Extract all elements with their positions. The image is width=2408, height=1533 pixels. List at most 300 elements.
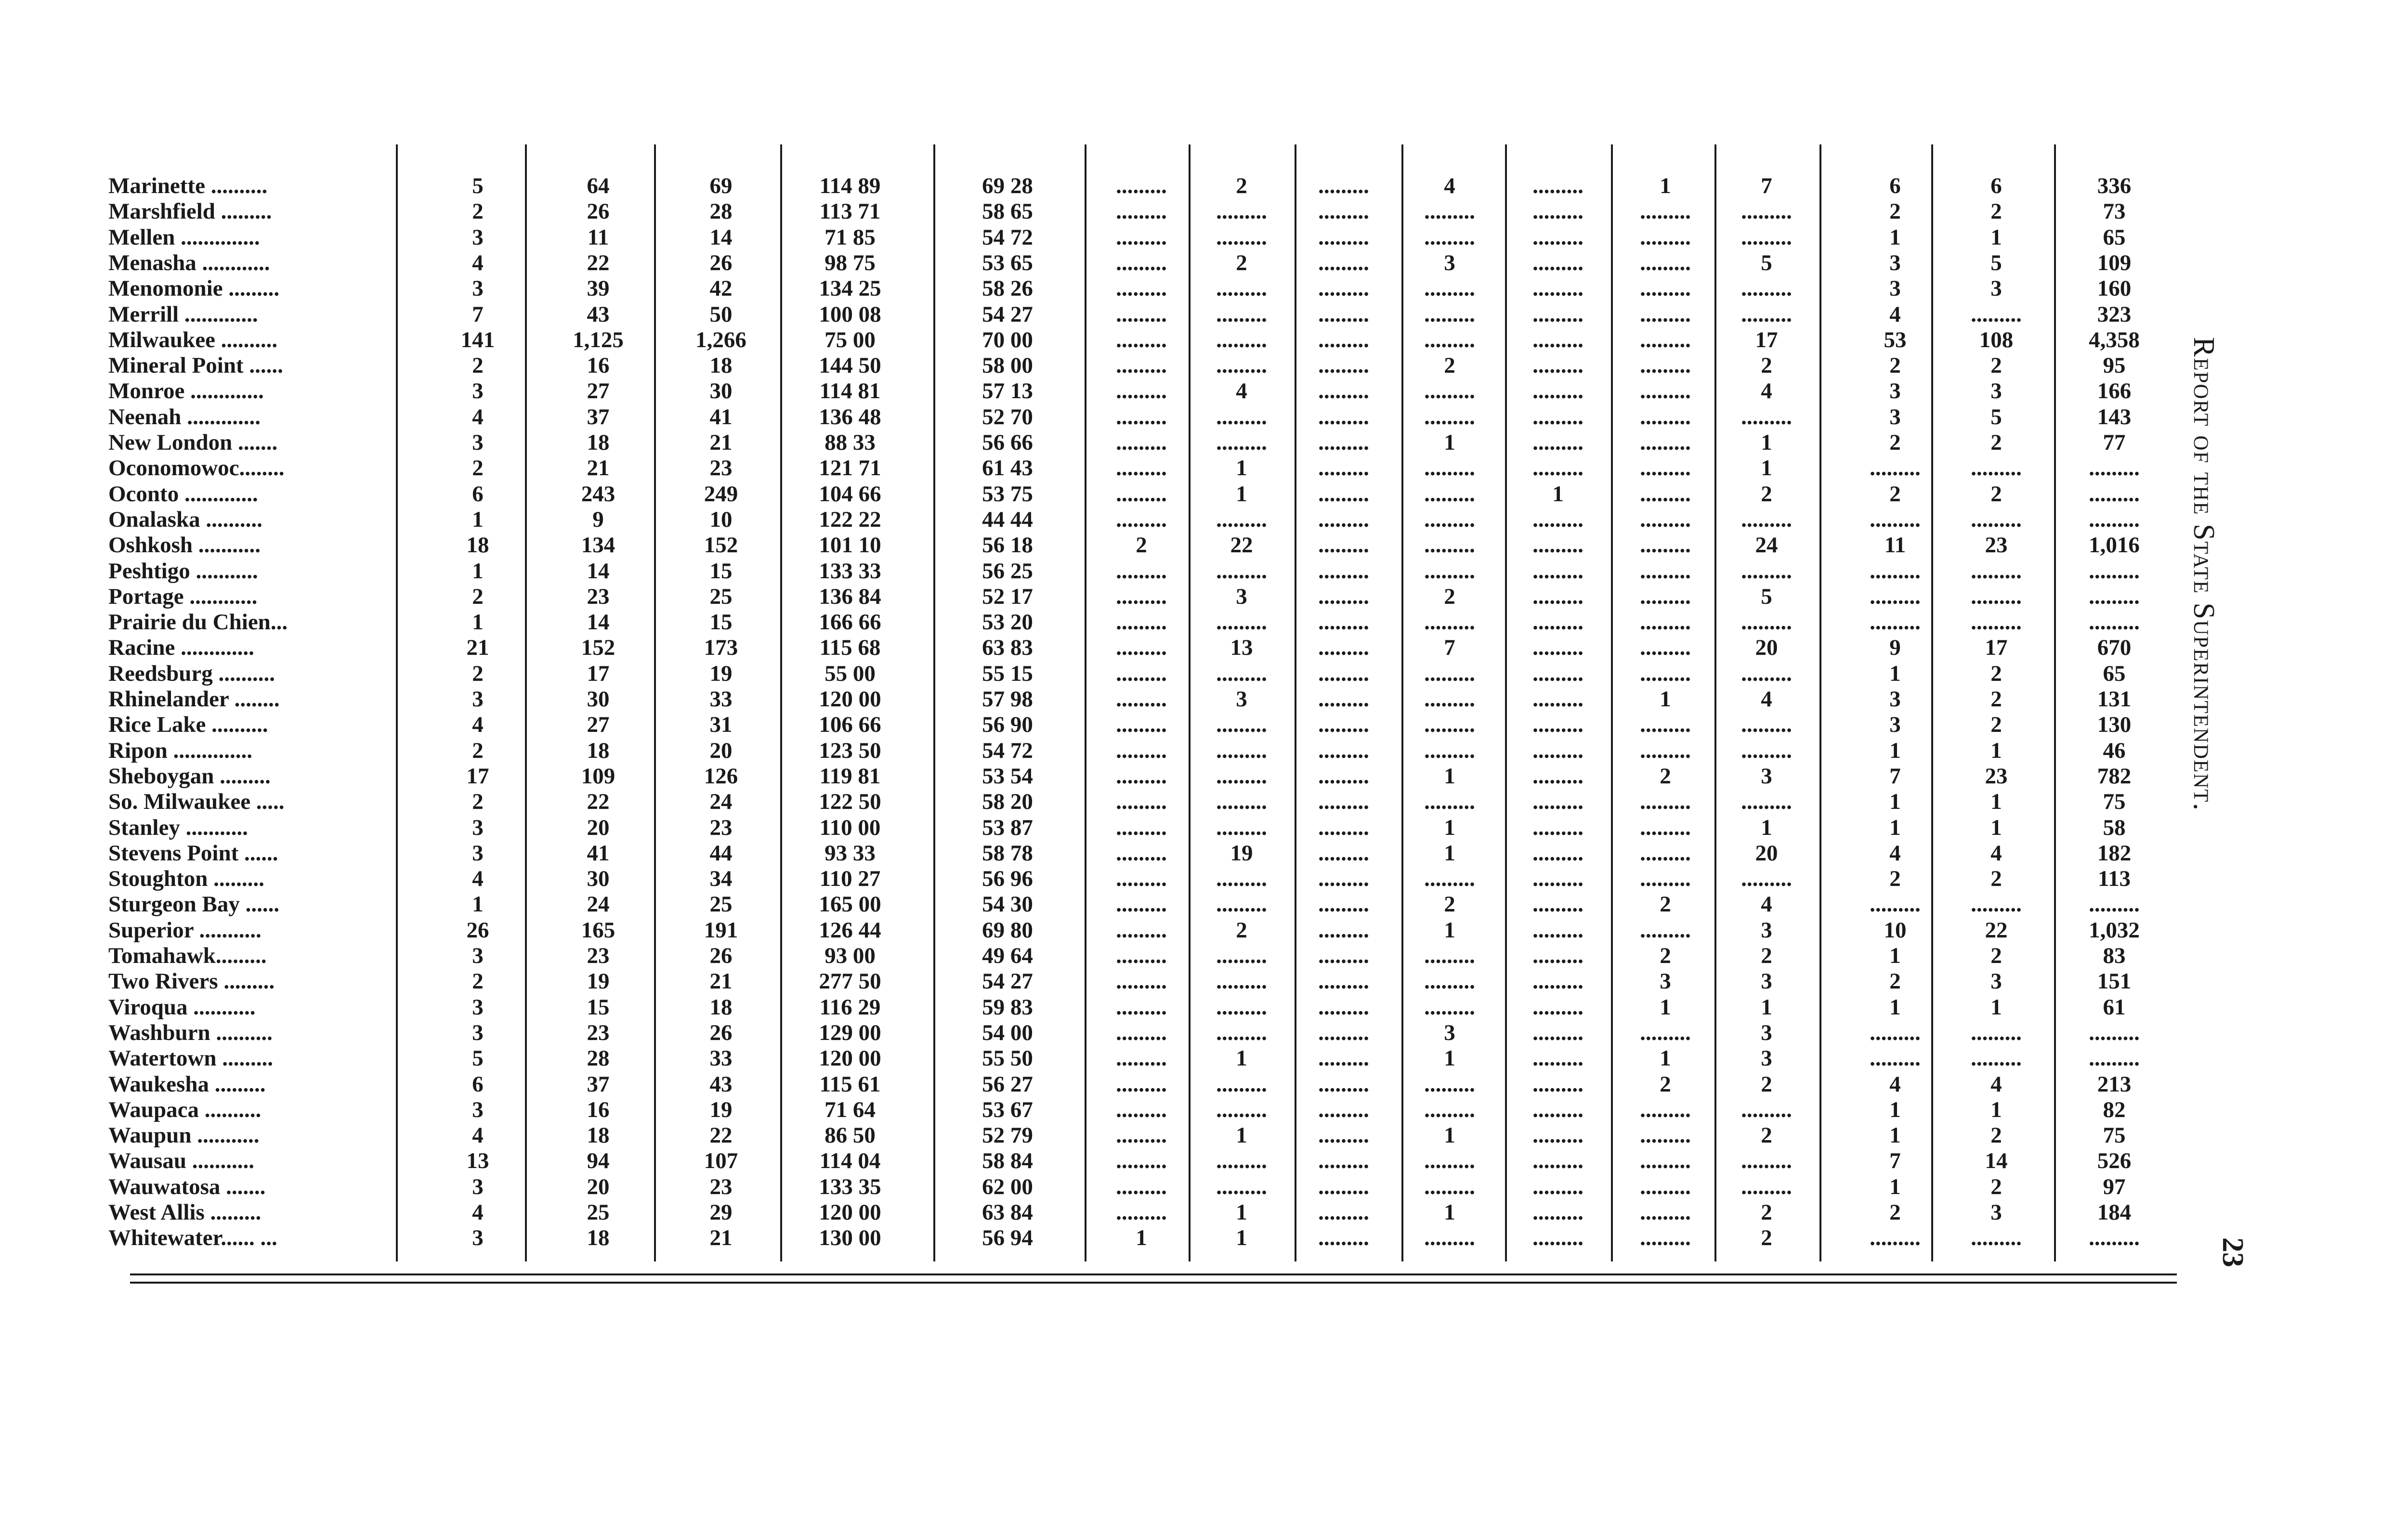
table-cell: ......... <box>1532 404 1584 429</box>
table-cell: ......... <box>1318 173 1369 198</box>
table-cell: 3 <box>472 994 484 1020</box>
table-cell: ......... <box>1424 1225 1475 1251</box>
table-cell: ......... <box>1116 840 1167 866</box>
table-cell: ......... <box>1216 1020 1267 1045</box>
table-cell: 7 <box>1444 635 1455 661</box>
table-cell: 3 <box>472 815 484 840</box>
table-cell: 1 <box>1444 815 1455 840</box>
table-cell: 75 00 <box>824 327 876 352</box>
table-cell: ......... <box>1640 1225 1691 1251</box>
table-cell: ......... <box>2089 558 2140 584</box>
row-name: West Allis ......... <box>108 1200 262 1225</box>
table-cell: 4 <box>472 1123 484 1148</box>
table-cell: ......... <box>1532 250 1584 275</box>
table-cell: ......... <box>1116 789 1167 815</box>
table-cell: ......... <box>1318 327 1369 352</box>
table-cell: 166 66 <box>819 610 881 635</box>
page-number: 23 <box>2216 1237 2249 1267</box>
table-cell: 1 <box>1761 455 1772 481</box>
table-cell: 19 <box>709 661 733 686</box>
table-cell: 1 <box>1660 1046 1671 1071</box>
table-cell: ......... <box>1532 712 1584 738</box>
table-cell: 39 <box>587 276 610 301</box>
table-cell: ......... <box>1640 1148 1691 1174</box>
table-cell: 30 <box>587 866 610 892</box>
table-cell: ......... <box>1532 1097 1584 1122</box>
table-cell: ......... <box>1116 1046 1167 1071</box>
table-cell: 120 00 <box>819 1046 881 1071</box>
table-cell: ......... <box>1424 507 1475 532</box>
table-cell: 1 <box>1444 917 1455 943</box>
table-cell: ......... <box>1532 327 1584 352</box>
table-cell: ......... <box>1116 224 1167 250</box>
table-cell: 3 <box>1444 250 1455 275</box>
table-cell: ......... <box>1216 892 1267 917</box>
table-cell: ......... <box>1116 276 1167 301</box>
table-cell: 30 <box>709 378 733 404</box>
table-cell: ......... <box>1640 378 1691 404</box>
table-cell: ......... <box>1424 1148 1475 1174</box>
table-cell: 1 <box>1889 943 1901 968</box>
table-cell: 1 <box>1889 994 1901 1020</box>
table-cell: 4 <box>1990 1071 2002 1097</box>
row-name: Waupun ........... <box>108 1123 260 1148</box>
table-cell: ......... <box>1640 840 1691 866</box>
table-cell: ......... <box>1532 994 1584 1020</box>
table-cell: 20 <box>709 738 733 763</box>
table-cell: 126 <box>704 763 738 789</box>
table-cell: 2 <box>472 353 484 378</box>
table-cell: ......... <box>1741 661 1792 686</box>
table-cell: 28 <box>709 199 733 224</box>
table-cell: ......... <box>1640 301 1691 327</box>
table-cell: ......... <box>1741 738 1792 763</box>
table-cell: 2 <box>1660 943 1671 968</box>
table-cell: 23 <box>709 1174 733 1199</box>
table-cell: 4 <box>1990 840 2002 866</box>
table-cell: 19 <box>709 1097 733 1122</box>
table-cell: 134 25 <box>819 276 881 301</box>
table-cell: ......... <box>1424 943 1475 968</box>
table-cell: ......... <box>1216 199 1267 224</box>
table-cell: ......... <box>1216 815 1267 840</box>
table-cell: ......... <box>1532 1046 1584 1071</box>
table-cell: ......... <box>1532 943 1584 968</box>
table-cell: 27 <box>587 378 610 404</box>
table-cell: ......... <box>1971 584 2022 609</box>
table-cell: 2 <box>1990 199 2002 224</box>
table-cell: 1 <box>1990 994 2002 1020</box>
table-cell: 1 <box>1889 661 1901 686</box>
column-rule <box>1714 144 1716 1261</box>
table-cell: 143 <box>2097 404 2132 429</box>
table-cell: 3 <box>1990 969 2002 994</box>
table-cell: 75 <box>2103 1123 2126 1148</box>
table-cell: 2 <box>1761 1071 1772 1097</box>
table-cell: 2 <box>1660 763 1671 789</box>
table-cell: 1,266 <box>695 327 746 352</box>
table-cell: ......... <box>1532 533 1584 558</box>
row-name: Stevens Point ...... <box>108 840 278 866</box>
table-cell: ......... <box>1971 1020 2022 1045</box>
table-cell: 18 <box>587 738 610 763</box>
table-cell: 13 <box>1230 635 1253 661</box>
table-cell: 152 <box>704 533 738 558</box>
table-cell: 2 <box>1761 353 1772 378</box>
table-cell: 1 <box>1236 1123 1247 1148</box>
table-cell: 16 <box>587 1097 610 1122</box>
table-cell: 4 <box>1236 378 1247 404</box>
table-cell: ......... <box>1532 840 1584 866</box>
table-cell: ......... <box>1318 276 1369 301</box>
table-cell: 17 <box>1985 635 2008 661</box>
table-cell: ......... <box>1640 250 1691 275</box>
table-cell: 30 <box>587 687 610 712</box>
table-cell: ......... <box>1424 738 1475 763</box>
table-cell: 52 79 <box>982 1123 1033 1148</box>
table-cell: 1 <box>1761 994 1772 1020</box>
table-cell: 71 85 <box>824 224 876 250</box>
row-name: So. Milwaukee ..... <box>108 789 285 815</box>
table-cell: 57 98 <box>982 687 1033 712</box>
table-cell: 3 <box>1761 969 1772 994</box>
table-cell: 26 <box>709 943 733 968</box>
column-rule <box>396 144 398 1261</box>
table-cell: ......... <box>1424 712 1475 738</box>
table-cell: ......... <box>1116 738 1167 763</box>
table-cell: ......... <box>1870 558 1921 584</box>
table-cell: ......... <box>1741 1148 1792 1174</box>
table-cell: ......... <box>1216 276 1267 301</box>
table-cell: ......... <box>1318 378 1369 404</box>
row-name: Stanley ........... <box>108 815 248 840</box>
table-cell: 2 <box>1990 1174 2002 1199</box>
table-cell: ......... <box>2089 1020 2140 1045</box>
table-cell: 3 <box>1990 276 2002 301</box>
table-cell: 56 25 <box>982 558 1033 584</box>
table-cell: ......... <box>1424 224 1475 250</box>
table-cell: ......... <box>1116 199 1167 224</box>
table-cell: 3 <box>1889 712 1901 738</box>
table-cell: 5 <box>1990 404 2002 429</box>
table-cell: ......... <box>1318 610 1369 635</box>
table-cell: ......... <box>1532 199 1584 224</box>
table-cell: 1 <box>1889 738 1901 763</box>
table-cell: ......... <box>1741 404 1792 429</box>
table-cell: 56 66 <box>982 430 1033 455</box>
table-cell: 26 <box>709 250 733 275</box>
table-cell: 54 27 <box>982 969 1033 994</box>
table-cell: ......... <box>1216 738 1267 763</box>
table-cell: 2 <box>1761 1200 1772 1225</box>
table-cell: 15 <box>587 994 610 1020</box>
table-cell: 133 35 <box>819 1174 881 1199</box>
table-cell: ......... <box>1116 327 1167 352</box>
table-cell: 57 13 <box>982 378 1033 404</box>
table-cell: ......... <box>1640 327 1691 352</box>
table-cell: 9 <box>1889 635 1901 661</box>
table-cell: 249 <box>704 481 738 507</box>
table-cell: 5 <box>1761 250 1772 275</box>
table-cell: ......... <box>1116 430 1167 455</box>
table-cell: 10 <box>709 507 733 532</box>
table-cell: ......... <box>1741 507 1792 532</box>
table-cell: ......... <box>1640 455 1691 481</box>
table-cell: 52 17 <box>982 584 1033 609</box>
table-cell: 1 <box>472 610 484 635</box>
table-cell: 4 <box>472 712 484 738</box>
table-cell: ......... <box>1424 1097 1475 1122</box>
table-cell: ......... <box>1116 1148 1167 1174</box>
table-cell: ......... <box>1532 455 1584 481</box>
table-cell: ......... <box>1532 892 1584 917</box>
table-cell: 53 <box>1884 327 1907 352</box>
table-cell: 2 <box>1236 917 1247 943</box>
table-cell: ......... <box>2089 892 2140 917</box>
table-cell: 123 50 <box>819 738 881 763</box>
table-cell: 20 <box>1755 635 1778 661</box>
table-cell: ......... <box>1532 224 1584 250</box>
table-cell: 1,032 <box>2089 917 2140 943</box>
row-name: Tomahawk......... <box>108 943 267 968</box>
table-cell: 160 <box>2097 276 2132 301</box>
table-cell: 2 <box>1660 1071 1671 1097</box>
table-cell: 21 <box>709 969 733 994</box>
table-cell: 21 <box>466 635 489 661</box>
table-cell: 1 <box>1990 789 2002 815</box>
table-cell: 2 <box>472 199 484 224</box>
table-cell: ......... <box>1971 558 2022 584</box>
table-cell: ......... <box>1116 917 1167 943</box>
table-cell: ......... <box>1424 533 1475 558</box>
table-cell: 70 00 <box>982 327 1033 352</box>
table-cell: ......... <box>1532 1225 1584 1251</box>
table-cell: 27 <box>587 712 610 738</box>
table-cell: ......... <box>1318 1097 1369 1122</box>
table-cell: 18 <box>709 994 733 1020</box>
table-cell: 173 <box>704 635 738 661</box>
table-cell: 2 <box>1990 481 2002 507</box>
table-cell: ......... <box>1532 1174 1584 1199</box>
table-cell: 1 <box>1444 430 1455 455</box>
table-cell: ......... <box>1640 610 1691 635</box>
table-cell: 19 <box>1230 840 1253 866</box>
table-cell: ......... <box>1116 250 1167 275</box>
table-cell: ......... <box>1216 712 1267 738</box>
table-cell: ......... <box>1870 892 1921 917</box>
table-cell: ......... <box>1216 789 1267 815</box>
table-cell: ......... <box>1318 1020 1369 1045</box>
table-cell: 4 <box>1889 1071 1901 1097</box>
table-cell: ......... <box>1318 1046 1369 1071</box>
table-cell: 1 <box>1136 1225 1147 1251</box>
table-cell: 1 <box>1761 815 1772 840</box>
table-cell: 61 <box>2103 994 2126 1020</box>
table-cell: ......... <box>1116 610 1167 635</box>
table-cell: 133 33 <box>819 558 881 584</box>
table-cell: ......... <box>1318 404 1369 429</box>
running-head: Report of the State Superintendent. <box>2187 337 2220 812</box>
table-cell: 6 <box>472 1071 484 1097</box>
column-rule <box>1401 144 1403 1261</box>
table-cell: 782 <box>2097 763 2132 789</box>
table-cell: 23 <box>587 943 610 968</box>
table-cell: 3 <box>472 1097 484 1122</box>
table-cell: 2 <box>1444 353 1455 378</box>
table-cell: 49 64 <box>982 943 1033 968</box>
table-cell: 110 00 <box>819 815 881 840</box>
table-cell: 1 <box>1990 738 2002 763</box>
table-cell: 1 <box>1660 173 1671 198</box>
table-cell: 2 <box>1660 892 1671 917</box>
row-name: Peshtigo ........... <box>108 558 258 584</box>
table-cell: ......... <box>1318 1071 1369 1097</box>
table-cell: ......... <box>1741 789 1792 815</box>
table-cell: 1 <box>1236 481 1247 507</box>
table-cell: 151 <box>2097 969 2132 994</box>
table-cell: 93 00 <box>824 943 876 968</box>
table-cell: 2 <box>1761 943 1772 968</box>
table-cell: 184 <box>2097 1200 2132 1225</box>
table-cell: ......... <box>1741 1097 1792 1122</box>
table-cell: 54 72 <box>982 224 1033 250</box>
table-cell: 26 <box>587 199 610 224</box>
table-cell: 55 50 <box>982 1046 1033 1071</box>
table-cell: 1 <box>1889 1174 1901 1199</box>
table-cell: ......... <box>1318 584 1369 609</box>
table-cell: 25 <box>709 584 733 609</box>
table-cell: 10 <box>1884 917 1907 943</box>
table-cell: 88 33 <box>824 430 876 455</box>
table-cell: ......... <box>1640 199 1691 224</box>
table-cell: 44 <box>709 840 733 866</box>
table-cell: 126 44 <box>819 917 881 943</box>
table-cell: 114 89 <box>819 173 881 198</box>
table-cell: 3 <box>1236 687 1247 712</box>
table-cell: 2 <box>1990 687 2002 712</box>
column-rule <box>933 144 935 1261</box>
table-cell: 22 <box>709 1123 733 1148</box>
table-cell: ......... <box>1870 507 1921 532</box>
table-cell: ......... <box>1424 610 1475 635</box>
table-cell: ......... <box>1424 404 1475 429</box>
table-cell: ......... <box>1741 610 1792 635</box>
table-cell: 94 <box>587 1148 610 1174</box>
table-cell: 100 08 <box>819 301 881 327</box>
table-cell: 2 <box>472 455 484 481</box>
table-cell: 1 <box>1236 455 1247 481</box>
table-cell: 1 <box>1889 1123 1901 1148</box>
table-cell: 5 <box>1990 250 2002 275</box>
table-cell: ......... <box>1318 969 1369 994</box>
table-cell: 11 <box>1884 533 1906 558</box>
table-cell: 2 <box>472 584 484 609</box>
table-cell: ......... <box>1424 1174 1475 1199</box>
table-cell: ......... <box>1116 584 1167 609</box>
table-cell: 75 <box>2103 789 2126 815</box>
table-cell: 119 81 <box>819 763 881 789</box>
table-cell: ......... <box>1640 661 1691 686</box>
table-cell: 95 <box>2103 353 2126 378</box>
table-cell: ......... <box>1741 224 1792 250</box>
table-cell: 63 84 <box>982 1200 1033 1225</box>
row-name: Monroe ............. <box>108 378 264 404</box>
table-cell: ......... <box>2089 481 2140 507</box>
table-cell: ......... <box>1318 994 1369 1020</box>
table-cell: 93 33 <box>824 840 876 866</box>
table-cell: 3 <box>1444 1020 1455 1045</box>
table-cell: 130 <box>2097 712 2132 738</box>
table-cell: ......... <box>1116 353 1167 378</box>
table-cell: 23 <box>1985 763 2008 789</box>
table-cell: 20 <box>587 815 610 840</box>
table-cell: 55 00 <box>824 661 876 686</box>
table-cell: ......... <box>1532 378 1584 404</box>
table-cell: 101 10 <box>819 533 881 558</box>
table-cell: 22 <box>587 250 610 275</box>
table-cell: 56 94 <box>982 1225 1033 1251</box>
table-cell: ......... <box>1870 1046 1921 1071</box>
table-cell: 1 <box>1990 1097 2002 1122</box>
table-cell: 58 26 <box>982 276 1033 301</box>
table-cell: 4 <box>472 250 484 275</box>
table-cell: 21 <box>709 430 733 455</box>
table-cell: ......... <box>1532 866 1584 892</box>
table-cell: ......... <box>1532 507 1584 532</box>
table-cell: 2 <box>1889 199 1901 224</box>
table-cell: ......... <box>1318 917 1369 943</box>
row-name: Ripon .............. <box>108 738 253 763</box>
table-cell: ......... <box>1216 507 1267 532</box>
table-cell: ......... <box>1318 558 1369 584</box>
table-cell: 26 <box>709 1020 733 1045</box>
table-cell: ......... <box>1116 1097 1167 1122</box>
table-cell: ......... <box>1640 507 1691 532</box>
table-cell: 1 <box>1990 815 2002 840</box>
table-cell: ......... <box>1116 969 1167 994</box>
table-cell: 4 <box>1761 687 1772 712</box>
table-cell: ......... <box>1216 1071 1267 1097</box>
table-cell: 4 <box>472 866 484 892</box>
table-cell: 23 <box>709 455 733 481</box>
table-cell: ......... <box>1216 353 1267 378</box>
table-cell: 71 64 <box>824 1097 876 1122</box>
table-cell: 136 48 <box>819 404 881 429</box>
table-cell: ......... <box>1116 687 1167 712</box>
column-rule <box>1295 144 1296 1261</box>
table-cell: 113 71 <box>819 199 881 224</box>
table-cell: 277 50 <box>819 969 881 994</box>
table-cell: 107 <box>704 1148 738 1174</box>
table-cell: 31 <box>709 712 733 738</box>
table-cell: 23 <box>709 815 733 840</box>
table-cell: 3 <box>472 943 484 968</box>
table-cell: ......... <box>1116 1200 1167 1225</box>
table-cell: ......... <box>1318 687 1369 712</box>
table-cell: 130 00 <box>819 1225 881 1251</box>
table-cell: 129 00 <box>819 1020 881 1045</box>
table-cell: 46 <box>2103 738 2126 763</box>
row-name: Portage ............ <box>108 584 258 609</box>
table-cell: 7 <box>472 301 484 327</box>
row-name: Watertown ......... <box>108 1046 274 1071</box>
table-cell: 97 <box>2103 1174 2126 1199</box>
row-name: Two Rivers ......... <box>108 969 275 994</box>
table-cell: 2 <box>1889 430 1901 455</box>
table-cell: 141 <box>460 327 495 352</box>
table-cell: ......... <box>1640 1200 1691 1225</box>
table-cell: ......... <box>1971 1225 2022 1251</box>
